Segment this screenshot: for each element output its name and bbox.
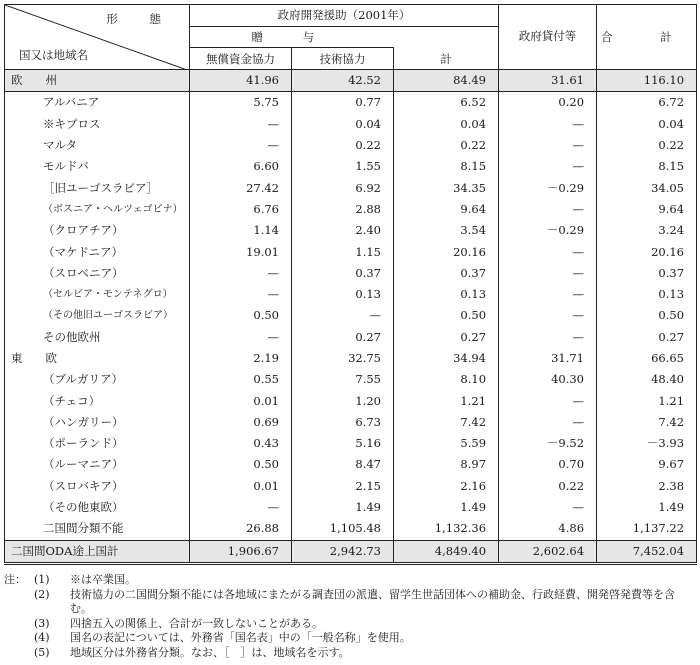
note-text: 技術協力の二国間分類不能には各地域にまたがる調査団の派遣、留学生世話団体への補助金、行政経費、開発啓発費等を含む。 <box>70 587 675 615</box>
row-value-cell: 1.14 <box>190 220 292 241</box>
row-value-cell: 2.19 <box>190 348 292 369</box>
total-header-bottom <box>597 48 697 70</box>
table-row <box>5 241 697 262</box>
row-value-cell: 1.49 <box>597 497 697 518</box>
row-value-cell: 0.37 <box>597 263 697 284</box>
row-value-cell: 0.13 <box>292 284 394 305</box>
note-item <box>4 646 696 661</box>
row-name-cell: （スロベニア） <box>5 263 190 284</box>
table-row <box>5 412 697 433</box>
row-value-cell: — <box>499 497 597 518</box>
row-value-cell: 2.16 <box>394 476 499 497</box>
row-value-cell: 4.86 <box>499 518 597 540</box>
table-row <box>5 156 697 177</box>
row-name-cell: （マケドニア） <box>5 241 190 262</box>
row-value-cell: 41.96 <box>190 70 292 92</box>
subtotal-header: 計 <box>394 48 499 70</box>
row-name-cell: （ブルガリア） <box>5 369 190 390</box>
row-value-cell: — <box>499 156 597 177</box>
row-value-cell: 31.71 <box>499 348 597 369</box>
row-value-cell: 19.01 <box>190 241 292 262</box>
row-value-cell: 8.15 <box>597 156 697 177</box>
row-value-cell: 6.73 <box>292 412 394 433</box>
row-value-cell: 5.59 <box>394 433 499 454</box>
row-value-cell: 2.38 <box>597 476 697 497</box>
row-value-cell: －0.29 <box>499 177 597 198</box>
row-value-cell: 34.94 <box>394 348 499 369</box>
corner-top-label: 形 態 <box>106 12 175 26</box>
note-text: 四捨五入の関係上、合計が一致しないことがある。 <box>70 616 323 630</box>
row-value-cell: 0.22 <box>292 135 394 156</box>
row-value-cell: 1.49 <box>394 497 499 518</box>
row-value-cell: — <box>190 135 292 156</box>
row-value-cell: 8.15 <box>394 156 499 177</box>
row-value-cell: －9.52 <box>499 433 597 454</box>
row-value-cell: 0.77 <box>292 92 394 114</box>
row-value-cell: — <box>499 241 597 262</box>
row-value-cell: 84.49 <box>394 70 499 92</box>
table-row <box>5 220 697 241</box>
row-value-cell: — <box>499 114 597 135</box>
row-name-cell: 二国間分類不能 <box>5 518 190 540</box>
oda-table <box>4 4 697 565</box>
row-value-cell: 42.52 <box>292 70 394 92</box>
row-value-cell: 0.04 <box>597 114 697 135</box>
grant-aid-header: 無償資金協力 <box>190 48 292 70</box>
row-value-cell: — <box>190 327 292 348</box>
row-value-cell: 8.10 <box>394 369 499 390</box>
row-value-cell: 34.05 <box>597 177 697 198</box>
row-value-cell: 0.55 <box>190 369 292 390</box>
row-value-cell: 48.40 <box>597 369 697 390</box>
corner-bottom-label: 国又は地域名 <box>19 48 88 62</box>
row-name-cell: アルバニア <box>5 92 190 114</box>
row-value-cell: 0.37 <box>292 263 394 284</box>
note-text: ※は卒業国。 <box>70 573 136 586</box>
table-row <box>5 497 697 518</box>
row-name-cell: （その他東欧） <box>5 497 190 518</box>
row-value-cell: 0.04 <box>292 114 394 135</box>
row-value-cell: 1,105.48 <box>292 518 394 540</box>
row-value-cell: 1,906.67 <box>190 540 292 563</box>
table-row <box>5 433 697 454</box>
note-label <box>4 646 34 661</box>
row-name-cell: その他欧州 <box>5 327 190 348</box>
row-name-cell: （ハンガリー） <box>5 412 190 433</box>
table-row <box>5 305 697 326</box>
row-name-cell: ※キプロス <box>5 114 190 135</box>
row-name-cell: モルドバ <box>5 156 190 177</box>
note-number: (2) <box>34 587 50 601</box>
subtotal-header-top <box>394 26 499 48</box>
row-value-cell: 32.75 <box>292 348 394 369</box>
row-value-cell: 0.50 <box>190 305 292 326</box>
row-value-cell: 1.55 <box>292 156 394 177</box>
row-value-cell: 2.88 <box>292 199 394 220</box>
row-value-cell: 6.76 <box>190 199 292 220</box>
row-value-cell: 0.22 <box>597 135 697 156</box>
row-value-cell: 0.04 <box>394 114 499 135</box>
row-value-cell: 0.20 <box>499 92 597 114</box>
row-name-cell: （セルビア・モンテネグロ） <box>5 284 190 305</box>
row-value-cell: 7,452.04 <box>597 540 697 563</box>
row-value-cell: 1,137.22 <box>597 518 697 540</box>
note-number: (4) <box>34 631 50 644</box>
row-value-cell: 0.27 <box>597 327 697 348</box>
row-value-cell: 3.24 <box>597 220 697 241</box>
notes <box>4 573 696 660</box>
tech-header: 技術協力 <box>292 48 394 70</box>
loans-header-top <box>499 5 597 27</box>
row-value-cell: 1.20 <box>292 390 394 411</box>
note-label <box>4 588 34 617</box>
row-value-cell: 0.22 <box>394 135 499 156</box>
note-number: (1) <box>34 573 50 586</box>
row-name-cell: （その他旧ユーゴスラビア） <box>5 305 190 326</box>
row-name-cell: （ルーマニア） <box>5 454 190 475</box>
table-row <box>5 369 697 390</box>
corner-header-cell <box>5 5 190 70</box>
table-row <box>5 70 697 92</box>
table-row <box>5 114 697 135</box>
table-row <box>5 327 697 348</box>
row-value-cell: 8.47 <box>292 454 394 475</box>
row-value-cell: 5.16 <box>292 433 394 454</box>
row-value-cell: 66.65 <box>597 348 697 369</box>
row-value-cell: 6.52 <box>394 92 499 114</box>
row-value-cell: 20.16 <box>597 241 697 262</box>
note-number: (5) <box>34 645 50 659</box>
table-row <box>5 284 697 305</box>
row-value-cell: 9.64 <box>394 199 499 220</box>
table-row <box>5 199 697 220</box>
row-name-cell: マルタ <box>5 135 190 156</box>
note-number: (3) <box>34 616 50 630</box>
note-label <box>4 631 34 646</box>
row-value-cell: 6.92 <box>292 177 394 198</box>
row-name-cell: ［旧ユーゴスラビア］ <box>5 177 190 198</box>
row-value-cell: 1.21 <box>394 390 499 411</box>
row-value-cell: — <box>499 327 597 348</box>
row-value-cell: －3.93 <box>597 433 697 454</box>
row-value-cell: 0.43 <box>190 433 292 454</box>
note-item <box>4 573 696 588</box>
row-name-cell: 東 欧 <box>5 348 190 369</box>
row-value-cell: — <box>499 305 597 326</box>
table-row <box>5 92 697 114</box>
row-value-cell: 0.01 <box>190 476 292 497</box>
note-item <box>4 617 696 632</box>
note-item <box>4 631 696 646</box>
row-value-cell: 2.40 <box>292 220 394 241</box>
row-value-cell: 27.42 <box>190 177 292 198</box>
row-value-cell: 2.15 <box>292 476 394 497</box>
row-value-cell: 0.70 <box>499 454 597 475</box>
note-item <box>4 588 696 617</box>
oda-header: 政府開発援助（2001年） <box>190 5 499 27</box>
grant-header: 贈 与 <box>190 26 394 48</box>
row-value-cell: 7.42 <box>394 412 499 433</box>
row-value-cell: 34.35 <box>394 177 499 198</box>
row-value-cell: 8.97 <box>394 454 499 475</box>
row-value-cell: 4,849.40 <box>394 540 499 563</box>
row-value-cell: －0.29 <box>499 220 597 241</box>
table-row <box>5 135 697 156</box>
table-row <box>5 263 697 284</box>
loans-header-bottom <box>499 48 597 70</box>
row-value-cell: 0.13 <box>394 284 499 305</box>
row-value-cell: 1.49 <box>292 497 394 518</box>
row-value-cell: 2,942.73 <box>292 540 394 563</box>
row-value-cell: — <box>499 284 597 305</box>
row-value-cell: — <box>499 412 597 433</box>
row-name-cell: 欧 州 <box>5 70 190 92</box>
oda-table-sheet <box>4 4 696 565</box>
total-header: 合 計 <box>597 26 697 48</box>
row-value-cell: 0.50 <box>597 305 697 326</box>
row-value-cell: — <box>190 497 292 518</box>
row-value-cell: 116.10 <box>597 70 697 92</box>
table-row <box>5 454 697 475</box>
row-value-cell: 5.75 <box>190 92 292 114</box>
table-row <box>5 518 697 540</box>
row-name-cell: （ポーランド） <box>5 433 190 454</box>
row-value-cell: 9.67 <box>597 454 697 475</box>
row-value-cell: 0.69 <box>190 412 292 433</box>
table-row <box>5 540 697 563</box>
row-value-cell: 9.64 <box>597 199 697 220</box>
note-text: 国名の表記については、外務省「国名表」中の「一般名称」を使用。 <box>70 631 411 644</box>
row-value-cell: 6.72 <box>597 92 697 114</box>
table-row <box>5 348 697 369</box>
row-value-cell: 7.42 <box>597 412 697 433</box>
row-value-cell: — <box>190 263 292 284</box>
table-row <box>5 476 697 497</box>
row-value-cell: 6.60 <box>190 156 292 177</box>
row-value-cell: — <box>499 263 597 284</box>
row-value-cell: 1.21 <box>597 390 697 411</box>
row-value-cell: 0.27 <box>394 327 499 348</box>
row-value-cell: 0.13 <box>597 284 697 305</box>
row-value-cell: 7.55 <box>292 369 394 390</box>
row-value-cell: 0.01 <box>190 390 292 411</box>
table-row <box>5 390 697 411</box>
row-value-cell: 1,132.36 <box>394 518 499 540</box>
row-value-cell: — <box>499 135 597 156</box>
row-value-cell: — <box>292 305 394 326</box>
row-value-cell: 3.54 <box>394 220 499 241</box>
row-value-cell: 0.27 <box>292 327 394 348</box>
note-label <box>4 617 34 632</box>
row-name-cell: （チェコ） <box>5 390 190 411</box>
row-value-cell: — <box>499 390 597 411</box>
row-value-cell: 0.50 <box>394 305 499 326</box>
row-name-cell: 二国間ODA途上国計 <box>5 540 190 563</box>
row-name-cell: （スロバキア） <box>5 476 190 497</box>
row-value-cell: 0.22 <box>499 476 597 497</box>
row-value-cell: 26.88 <box>190 518 292 540</box>
row-value-cell: 40.30 <box>499 369 597 390</box>
total-header-top <box>597 5 697 27</box>
row-value-cell: — <box>190 284 292 305</box>
note-text: 地域区分は外務省分類。なお、［ ］は、地域名を示す。 <box>70 645 350 659</box>
loans-header: 政府貸付等 <box>499 26 597 48</box>
row-name-cell: （クロアチア） <box>5 220 190 241</box>
note-label: 注： <box>4 573 26 586</box>
table-row <box>5 177 697 198</box>
row-value-cell: 31.61 <box>499 70 597 92</box>
row-value-cell: 2,602.64 <box>499 540 597 563</box>
row-value-cell: — <box>499 199 597 220</box>
row-name-cell: （ボスニア・ヘルツェゴビナ） <box>5 199 190 220</box>
table-body <box>5 70 697 564</box>
row-value-cell: 1.15 <box>292 241 394 262</box>
row-value-cell: 0.50 <box>190 454 292 475</box>
row-value-cell: 0.37 <box>394 263 499 284</box>
row-value-cell: 20.16 <box>394 241 499 262</box>
row-value-cell: — <box>190 114 292 135</box>
